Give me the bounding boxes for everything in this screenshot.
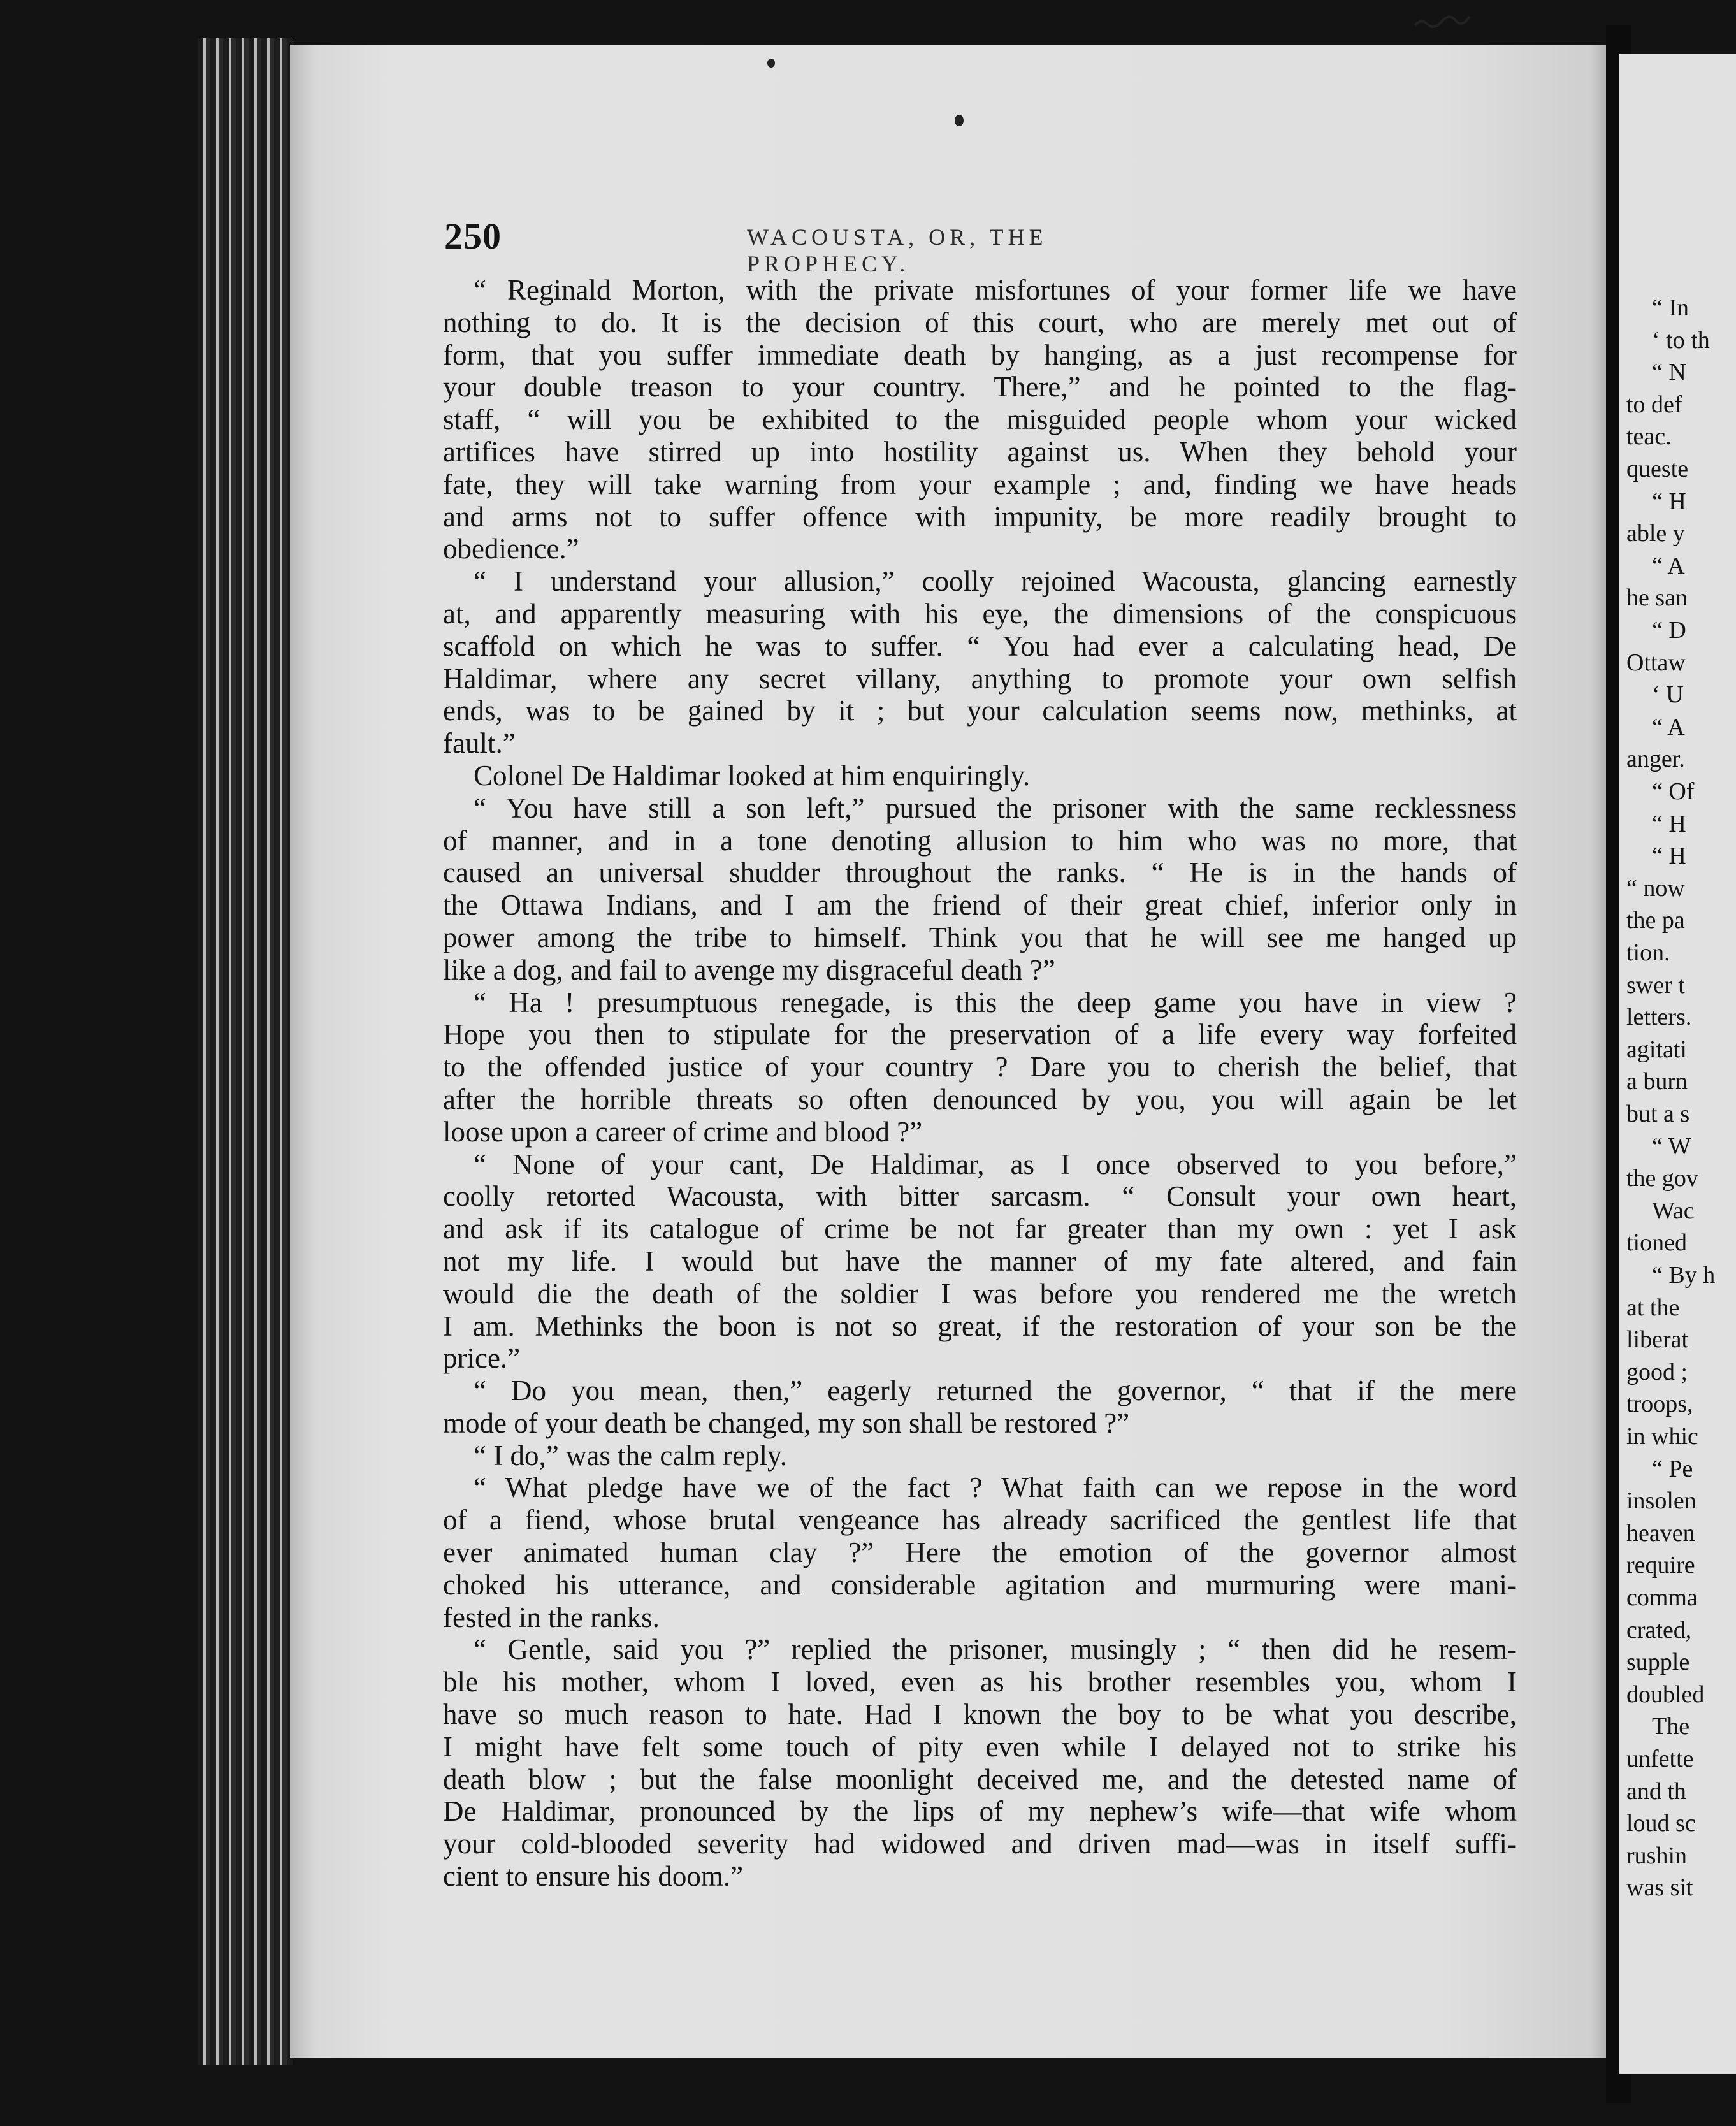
text-line: loose upon a career of crime and blood ?” [443, 1115, 923, 1148]
facing-page-line: and th [1626, 1777, 1686, 1805]
facing-page-line: in whic [1626, 1423, 1698, 1450]
facing-page-line: queste [1626, 456, 1689, 482]
facing-page-line: troops, [1626, 1391, 1693, 1418]
text-line: “ Ha ! presumptuous renegade, is this the deep game you have in view ? [474, 986, 1517, 1018]
facing-page-line: doubled [1626, 1681, 1705, 1708]
text-line: of a fiend, whose brutal vengeance has already sacrificed the gentlest life that [443, 1504, 1517, 1537]
facing-page-line: ‘ to th [1652, 326, 1710, 354]
facing-page-line: was sit [1626, 1874, 1693, 1902]
facing-page-line: loud sc [1626, 1810, 1696, 1837]
facing-page-line: comma [1626, 1584, 1698, 1611]
facing-page-line: to def [1626, 391, 1682, 418]
facing-page-line: “ W [1652, 1132, 1691, 1160]
facing-page-line: a burn [1626, 1068, 1688, 1096]
text-line: not my life. I would but have the manner of my fate altered, and fain [443, 1245, 1517, 1277]
facing-page-line: but a s [1626, 1101, 1690, 1127]
text-line: your cold-blooded severity had widowed and driven mad—was in itself suffi- [443, 1828, 1517, 1860]
text-line: obedience.” [443, 533, 579, 565]
facing-page-line: he san [1626, 584, 1688, 612]
facing-page-line: unfette [1626, 1746, 1694, 1772]
running-head: WACOUSTA, OR, THE PROPHECY. [747, 224, 1048, 277]
facing-page-fragment [1619, 54, 1736, 2074]
facing-page-line: “ By h [1652, 1262, 1716, 1289]
text-line: “ I understand your allusion,” coolly rejoined Wacousta, glancing earnestly [474, 565, 1517, 598]
facing-page-line: liberat [1626, 1326, 1689, 1354]
ink-scribble-mark [1414, 14, 1472, 29]
text-line: “ You have still a son left,” pursued the prisoner with the same recklessness [474, 792, 1517, 824]
text-line: your double treason to your country. There,” and he pointed to the flag- [443, 371, 1517, 403]
text-line: “ Gentle, said you ?” replied the prisoner, musingly ; “ then did he resem- [474, 1633, 1517, 1666]
text-line: nothing to do. It is the decision of this court, who are merely met out of [443, 306, 1517, 338]
text-line: cient to ensure his doom.” [443, 1860, 744, 1893]
text-line: Hope you then to stipulate for the preservation of a life every way forfeited [443, 1018, 1517, 1051]
facing-page-line: tioned [1626, 1229, 1687, 1257]
facing-page-line: good ; [1626, 1358, 1688, 1385]
facing-page-line: ‘ U [1652, 681, 1684, 709]
text-line: ble his mother, whom I loved, even as his brother resembles you, whom I [443, 1666, 1517, 1698]
text-line: ever animated human clay ?” Here the emotion of the governor almost [443, 1537, 1517, 1569]
text-line: choked his utterance, and considerable agitation and murmuring were mani- [443, 1568, 1517, 1601]
text-line: “ What pledge have we of the fact ? What faith can we repose in the word [474, 1472, 1517, 1504]
text-line: scaffold on which he was to suffer. “ You had ever a calculating head, De [443, 630, 1517, 662]
facing-page-line: rushin [1626, 1842, 1687, 1869]
facing-page-line: “ H [1652, 842, 1686, 870]
facing-page-line: “ A [1652, 713, 1685, 741]
text-line: and ask if its catalogue of crime be not far greater than my own : yet I ask [443, 1213, 1517, 1245]
text-line: “ Do you mean, then,” eagerly returned the governor, “ that if the mere [474, 1375, 1517, 1407]
book-page-edges [198, 38, 293, 2065]
facing-page-line: “ H [1652, 810, 1686, 837]
text-line: I am. Methinks the boon is not so great, if the restoration of your son be the [443, 1310, 1517, 1342]
facing-page-line: the gov [1626, 1165, 1698, 1192]
text-line: caused an universal shudder throughout the ranks. “ He is in the hands of [443, 857, 1517, 889]
facing-page-line: “ now [1626, 874, 1685, 902]
facing-page-line: “ Of [1652, 778, 1695, 805]
facing-page-line: tion. [1626, 939, 1670, 966]
facing-page-line: letters. [1626, 1004, 1692, 1031]
facing-page-line: heaven [1626, 1519, 1695, 1547]
facing-page-line: anger. [1626, 746, 1685, 773]
facing-page-line: at the [1626, 1294, 1680, 1321]
facing-page-line: Ottaw [1626, 649, 1686, 676]
text-line: artifices have stirred up into hostility against us. When they behold your [443, 435, 1517, 468]
text-line: “ Reginald Morton, with the private misfortunes of your former life we have [474, 274, 1517, 306]
text-line: fate, they will take warning from your example ; and, finding we have heads [443, 468, 1517, 500]
facing-page-line: “ Pe [1652, 1455, 1693, 1482]
facing-page-line: “ In [1652, 294, 1689, 321]
facing-page-line: require [1626, 1552, 1695, 1579]
text-line: form, that you suffer immediate death by hanging, as a just recompense for [443, 338, 1517, 371]
text-line: and arms not to suffer offence with impunity, be more readily brought to [443, 500, 1517, 533]
facing-page-line: insolen [1626, 1487, 1696, 1515]
text-line: ends, was to be gained by it ; but your calculation seems now, methinks, at [443, 695, 1517, 727]
facing-page-line: teac. [1626, 423, 1672, 451]
text-line: Haldimar, where any secret villany, anything to promote your own selfish [443, 662, 1517, 695]
facing-page-line: “ A [1652, 552, 1685, 579]
text-line: have so much reason to hate. Had I known the boy to be what you describe, [443, 1698, 1517, 1731]
facing-page-line: “ N [1652, 359, 1686, 386]
facing-page-line: Wac [1652, 1197, 1695, 1224]
text-line: of manner, and in a tone denoting allusion to him who was no more, that [443, 824, 1517, 857]
text-line: mode of your death be changed, my son shall be restored ?” [443, 1406, 1130, 1439]
facing-page-line: “ D [1652, 617, 1686, 644]
facing-page-line: the pa [1626, 907, 1685, 934]
facing-page-line: agitati [1626, 1036, 1687, 1063]
ink-speck [955, 115, 964, 126]
page-number: 250 [444, 215, 502, 257]
text-line: power among the tribe to himself. Think you that he will see me hanged up [443, 921, 1517, 953]
text-line: staff, “ will you be exhibited to the misguided people whom your wicked [443, 403, 1517, 436]
facing-page-line: swer t [1626, 971, 1685, 999]
text-line: to the offended justice of your country ? Dare you to cherish the belief, that [443, 1051, 1517, 1083]
text-line: I might have felt some touch of pity even while I delayed not to strike his [443, 1730, 1517, 1763]
text-line: the Ottawa Indians, and I am the friend of their great chief, inferior only in [443, 889, 1517, 922]
facing-page-line: crated, [1626, 1616, 1692, 1644]
text-line: De Haldimar, pronounced by the lips of my nephew’s wife—that wife whom [443, 1795, 1517, 1828]
text-line: fested in the ranks. [443, 1601, 660, 1633]
text-line: at, and apparently measuring with his eye, the dimensions of the conspicuous [443, 597, 1517, 630]
text-line: “ I do,” was the calm reply. [474, 1439, 787, 1472]
text-line: Colonel De Haldimar looked at him enquiringly. [474, 759, 1031, 792]
text-line: like a dog, and fail to avenge my disgraceful death ?” [443, 953, 1055, 986]
facing-page-line: able y [1626, 520, 1685, 547]
text-line: after the horrible threats so often denounced by you, you will again be let [443, 1083, 1517, 1115]
text-line: would die the death of the soldier I was before you rendered me the wretch [443, 1277, 1517, 1310]
page-header [444, 215, 1209, 277]
facing-page-line: supple [1626, 1649, 1690, 1676]
text-line: “ None of your cant, De Haldimar, as I once observed to you before,” [474, 1148, 1517, 1180]
text-line: price.” [443, 1342, 521, 1375]
ink-speck [767, 59, 775, 68]
text-line: fault.” [443, 727, 516, 760]
body-text [443, 274, 1517, 1893]
text-line: death blow ; but the false moonlight deceived me, and the detested name of [443, 1763, 1517, 1795]
facing-page-line: The [1652, 1713, 1690, 1740]
text-line: coolly retorted Wacousta, with bitter sarcasm. “ Consult your own heart, [443, 1180, 1517, 1213]
facing-page-line: “ H [1652, 488, 1686, 515]
